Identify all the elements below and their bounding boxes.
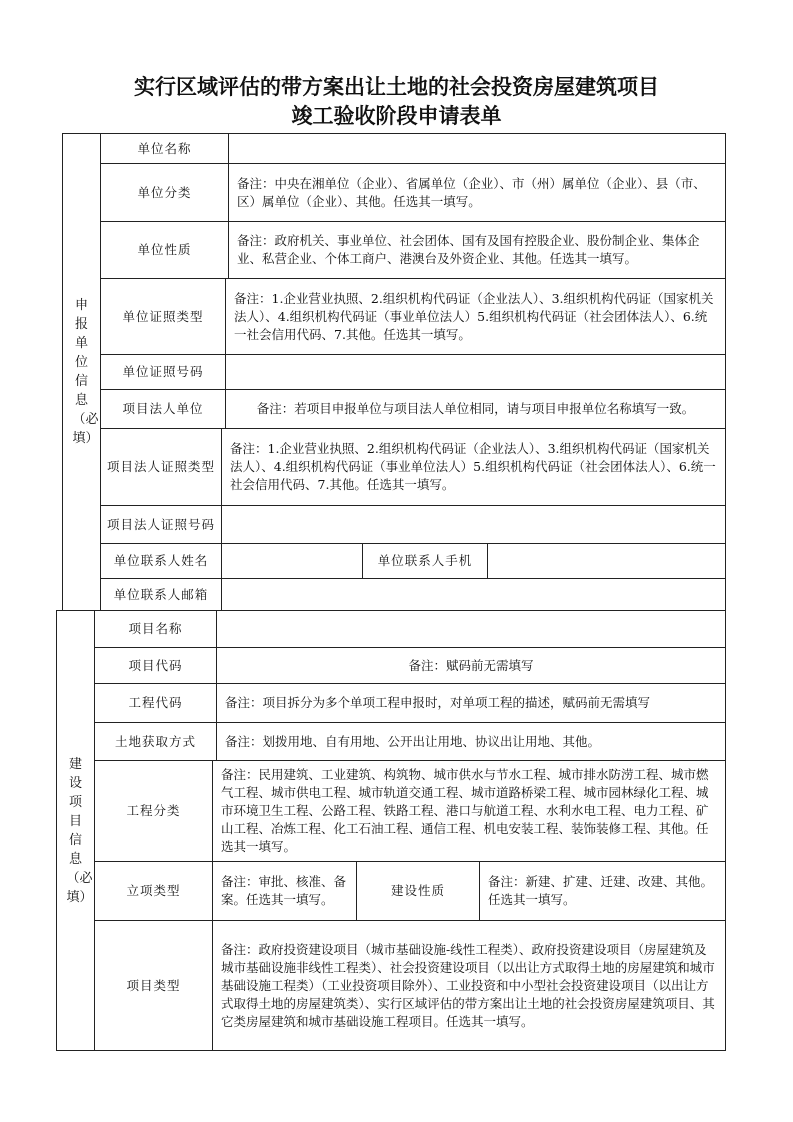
section-label-project: 建设项目信息（必填）	[56, 610, 95, 1051]
label-contact-email: 单位联系人邮箱	[100, 578, 222, 611]
field-unit-name[interactable]	[228, 133, 726, 164]
label-unit-name: 单位名称	[100, 133, 229, 164]
label-project-code: 项目代码	[94, 647, 217, 684]
label-project-type: 项目类型	[94, 920, 213, 1051]
field-unit-license-type[interactable]: 备注：1.企业营业执照、2.组织机构代码证（企业法人）、3.组织机构代码证（国家机关法人）、4.组织机构代码证（事业单位法人）5.组织机构代码证（社会团体法人）、6.统一社会信用代码、7.其他。任选其一填写。	[225, 278, 726, 355]
field-unit-nature[interactable]: 备注：政府机关、事业单位、社会团体、国有及国有控股企业、股份制企业、集体企业、私营企业、个体工商户、港澳台及外资企业、其他。任选其一填写。	[228, 221, 726, 279]
label-project-name: 项目名称	[94, 610, 217, 648]
field-project-code[interactable]: 备注：赋码前无需填写	[216, 647, 726, 684]
field-land-acquisition[interactable]: 备注：划拨用地、自有用地、公开出让用地、协议出让用地、其他。	[216, 722, 726, 761]
field-legal-license-type[interactable]: 备注：1.企业营业执照、2.组织机构代码证（企业法人）、3.组织机构代码证（国家机关法人）、4.组织机构代码证（事业单位法人）5.组织机构代码证（社会团体法人）、6.统一社会信用代码、7.其他。任选其一填写。	[221, 428, 726, 506]
form-title-line-1: 实行区域评估的带方案出让土地的社会投资房屋建筑项目	[134, 75, 659, 99]
field-legal-license-no[interactable]	[221, 505, 726, 544]
field-construction-nature[interactable]: 备注：新建、扩建、迁建、改建、其他。任选其一填写。	[479, 861, 726, 921]
label-unit-nature: 单位性质	[100, 221, 229, 279]
label-approval-type: 立项类型	[94, 861, 213, 921]
field-legal-unit[interactable]: 备注：若项目申报单位与项目法人单位相同，请与项目申报单位名称填写一致。	[225, 389, 726, 429]
field-contact-phone[interactable]	[487, 543, 726, 579]
label-land-acquisition: 土地获取方式	[94, 722, 217, 761]
label-contact-name: 单位联系人姓名	[100, 543, 222, 579]
label-contact-phone: 单位联系人手机	[362, 543, 488, 579]
label-unit-license-no: 单位证照号码	[100, 354, 226, 390]
field-project-type[interactable]: 备注：政府投资建设项目（城市基础设施-线性工程类）、政府投资建设项目（房屋建筑及城市基础设施非线性工程类）、社会投资建设项目（以出让方式取得土地的房屋建筑和城市基础设施工程类）（工业投资项目除外）、工业投资和中小型社会投资建设项目（以出让方式取得土地的房屋建筑类）、实行区域评估的带方案出让土地的社会投资房屋建筑项目、其它类房屋建筑和城市基础设施工程项目。任选其一填写。	[212, 920, 726, 1051]
field-engineering-code[interactable]: 备注：项目拆分为多个单项工程申报时，对单项工程的描述，赋码前无需填写	[216, 683, 726, 723]
label-engineering-category: 工程分类	[94, 760, 213, 862]
field-project-name[interactable]	[216, 610, 726, 648]
label-unit-license-type: 单位证照类型	[100, 278, 226, 355]
field-unit-license-no[interactable]	[225, 354, 726, 390]
label-legal-license-type: 项目法人证照类型	[100, 428, 222, 506]
label-unit-category: 单位分类	[100, 163, 229, 222]
field-engineering-category[interactable]: 备注：民用建筑、工业建筑、构筑物、城市供水与节水工程、城市排水防涝工程、城市燃气工程、城市供电工程、城市轨道交通工程、城市道路桥梁工程、城市园林绿化工程、城市环境卫生工程、公路工程、铁路工程、港口与航道工程、水利水电工程、电力工程、矿山工程、冶炼工程、化工石油工程、通信工程、机电安装工程、装饰装修工程、其他。任选其一填写。	[212, 760, 726, 862]
form-title-line-2: 竣工验收阶段申请表单	[291, 104, 502, 128]
field-contact-email[interactable]	[221, 578, 726, 611]
section-label-applicant: 申报单位信息（必填）	[62, 133, 101, 611]
field-approval-type[interactable]: 备注：审批、核准、备案。任选其一填写。	[212, 861, 357, 921]
label-legal-unit: 项目法人单位	[100, 389, 226, 429]
label-legal-license-no: 项目法人证照号码	[100, 505, 222, 544]
label-construction-nature: 建设性质	[356, 861, 480, 921]
field-unit-category[interactable]: 备注：中央在湘单位（企业）、省属单位（企业）、市（州）属单位（企业）、县（市、区）属单位（企业）、其他。任选其一填写。	[228, 163, 726, 222]
field-contact-name[interactable]	[221, 543, 363, 579]
label-engineering-code: 工程代码	[94, 683, 217, 723]
